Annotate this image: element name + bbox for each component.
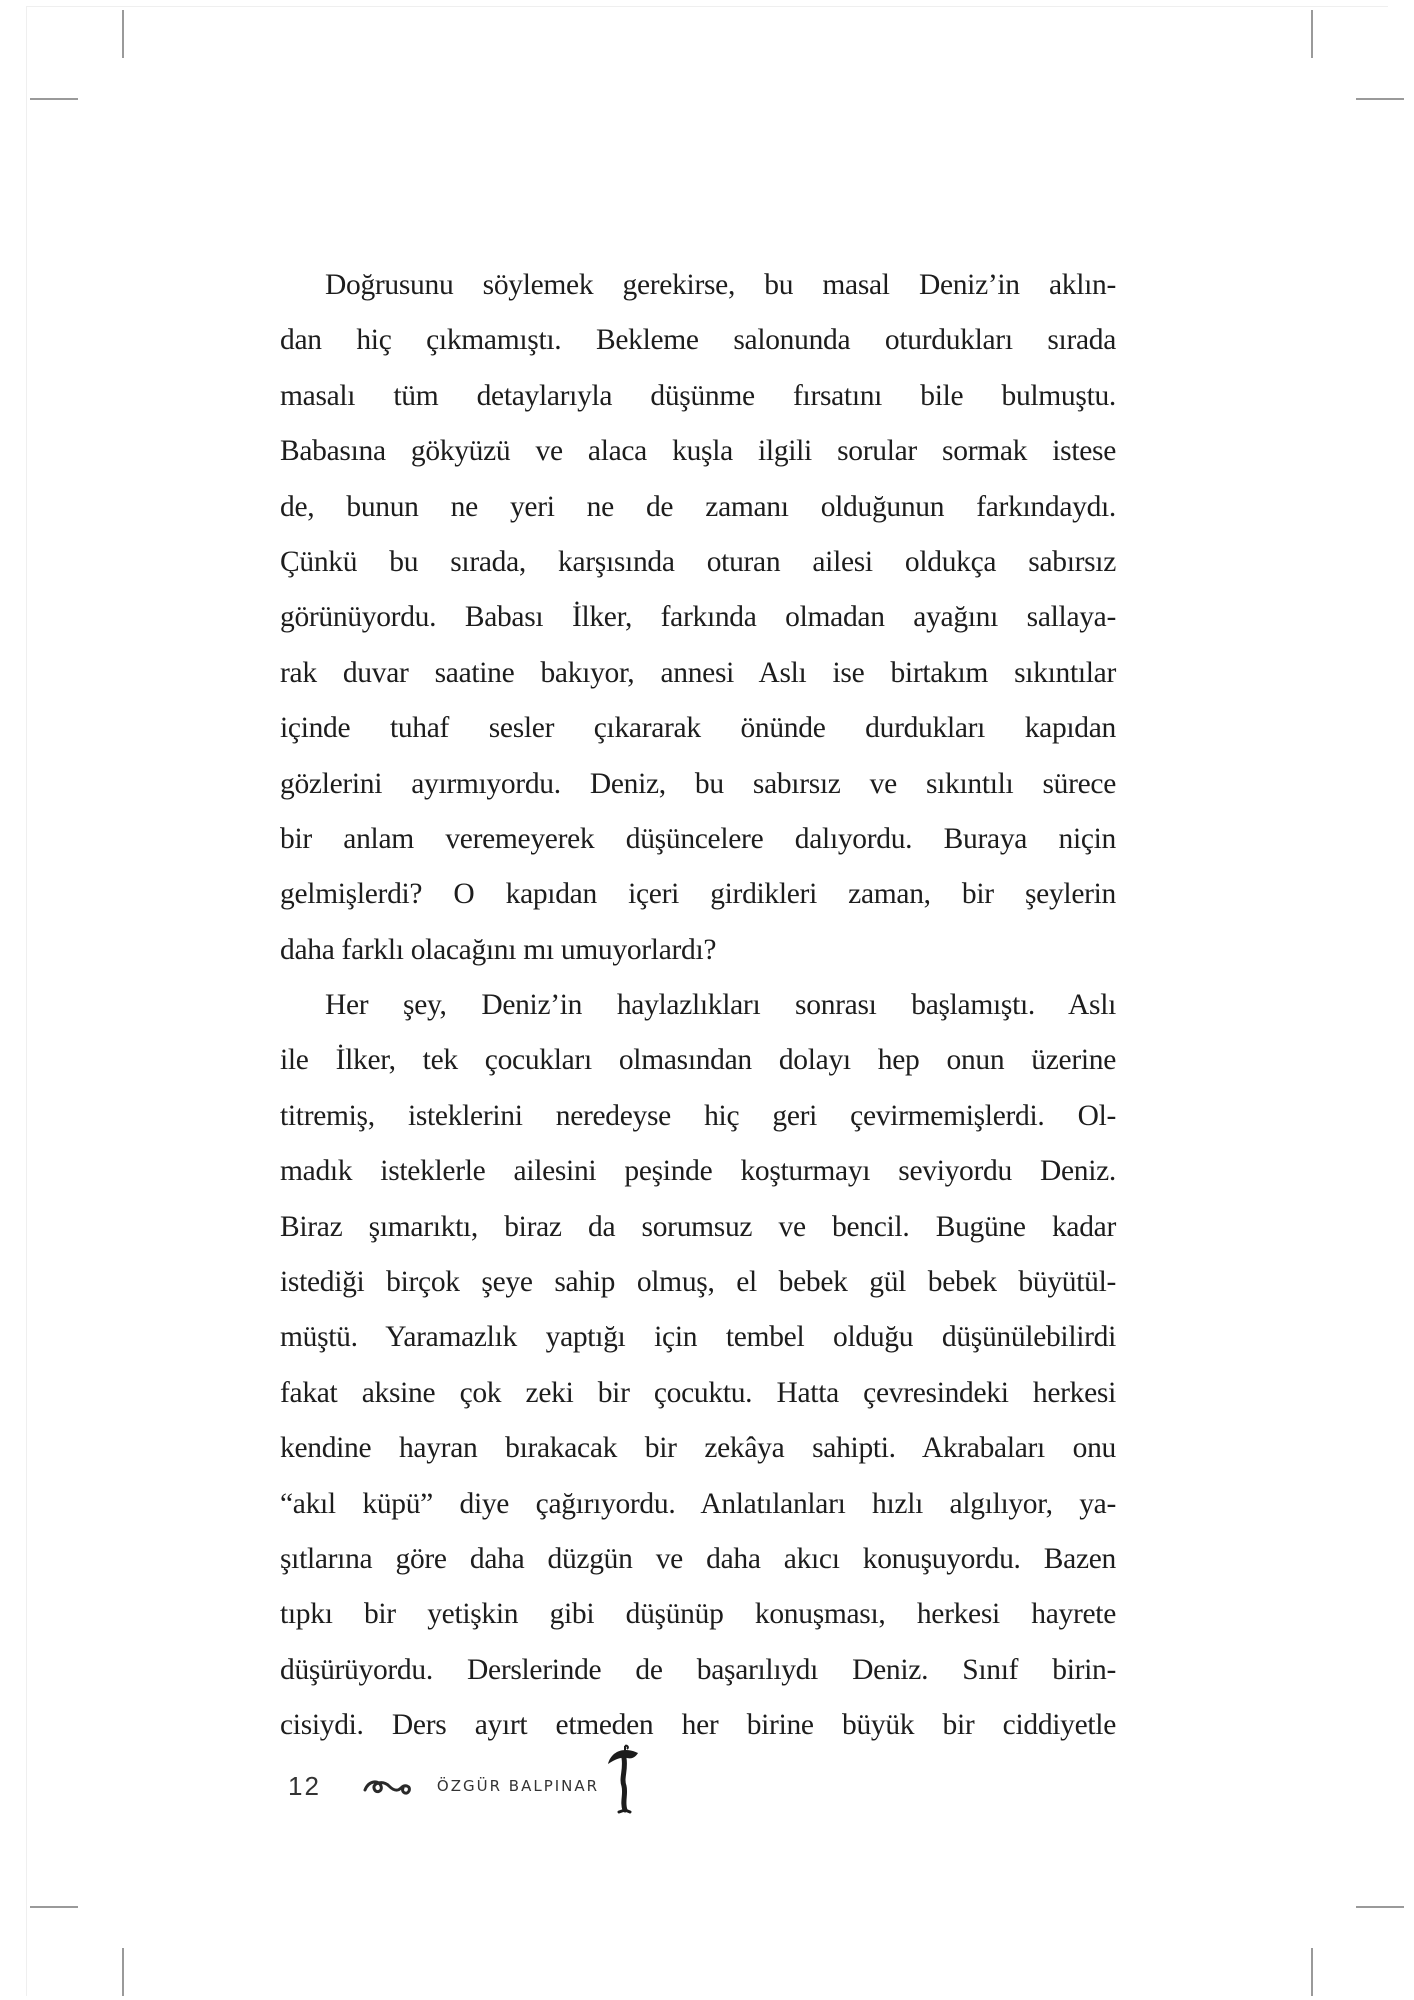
- crop-mark-top-left-vertical: [122, 10, 124, 58]
- text-line: düşürüyordu. Derslerinde de başarılıydı Deniz. Sınıf birin-: [280, 1653, 1116, 1686]
- text-line: Çünkü bu sırada, karşısında oturan ailesi oldukça sabırsız: [280, 545, 1116, 578]
- text-line: daha farklı olacağını mı umuyorlardı?: [280, 933, 717, 966]
- body-text: [280, 258, 1116, 1754]
- crop-mark-top-right-vertical: [1311, 10, 1313, 58]
- crop-mark-top-right-horizontal: [1356, 98, 1404, 100]
- text-line: bir anlam veremeyerek düşüncelere dalıyordu. Buraya niçin: [280, 822, 1116, 855]
- text-line: Doğrusunu söylemek gerekirse, bu masal Deniz’in aklın-: [325, 269, 1116, 301]
- crop-mark-bottom-left-horizontal: [30, 1906, 78, 1908]
- text-line: madık isteklerle ailesini peşinde koşturmayı seviyordu Deniz.: [280, 1155, 1116, 1188]
- text-line: tıpkı bir yetişkin gibi düşünüp konuşması, herkesi hayrete: [280, 1598, 1116, 1631]
- page-number: 12: [288, 1770, 321, 1801]
- umbrella-figure-icon: [605, 1744, 641, 1814]
- crop-mark-bottom-right-vertical: [1311, 1948, 1313, 1996]
- text-line: titremiş, isteklerini neredeyse hiç geri çevirmemişlerdi. Ol-: [280, 1099, 1116, 1132]
- author-name: ÖZGÜR BALPINAR: [436, 1777, 600, 1795]
- swirl-ornament-icon: [361, 1774, 413, 1798]
- text-line: cisiydi. Ders ayırt etmeden her birine büyük bir ciddiyetle: [280, 1709, 1116, 1742]
- crop-mark-top-left-horizontal: [30, 98, 78, 100]
- paragraph-2: [280, 978, 1116, 1753]
- text-line: ile İlker, tek çocukları olmasından dolayı hep onun üzerine: [280, 1044, 1116, 1077]
- text-line: dan hiç çıkmamıştı. Bekleme salonunda oturdukları sırada: [280, 324, 1116, 357]
- text-line: Babasına gökyüzü ve alaca kuşla ilgili sorular sormak istese: [280, 435, 1116, 468]
- text-line: Biraz şımarıktı, biraz da sorumsuz ve bencil. Bugüne kadar: [280, 1210, 1116, 1243]
- text-line: Her şey, Deniz’in haylazlıkları sonrası başlamıştı. Aslı: [325, 989, 1116, 1022]
- crop-mark-bottom-right-horizontal: [1356, 1906, 1404, 1908]
- text-line: gözlerini ayırmıyordu. Deniz, bu sabırsız ve sıkıntılı sürece: [280, 767, 1116, 800]
- text-line: istediği birçok şeye sahip olmuş, el bebek gül bebek büyütül-: [280, 1266, 1116, 1299]
- text-line: kendine hayran bırakacak bir zekâya sahipti. Akrabaları onu: [280, 1432, 1116, 1465]
- text-line: müştü. Yaramazlık yaptığı için tembel olduğu düşünülebilirdi: [280, 1321, 1116, 1354]
- text-line: masalı tüm detaylarıyla düşünme fırsatını bile bulmuştu.: [280, 379, 1116, 412]
- text-line: rak duvar saatine bakıyor, annesi Aslı ise birtakım sıkıntılar: [280, 656, 1116, 689]
- text-line: de, bunun ne yeri ne de zamanı olduğunun farkındaydı.: [280, 490, 1116, 523]
- page-footer: [288, 1756, 641, 1816]
- paragraph-1: [280, 258, 1116, 978]
- text-line: “akıl küpü” diye çağırıyordu. Anlatılanları hızlı algılıyor, ya-: [280, 1487, 1116, 1520]
- text-line: fakat aksine çok zeki bir çocuktu. Hatta çevresindeki herkesi: [280, 1376, 1116, 1409]
- text-line: gelmişlerdi? O kapıdan içeri girdikleri zaman, bir şeylerin: [280, 878, 1116, 911]
- crop-mark-bottom-left-vertical: [122, 1948, 124, 1996]
- text-line: içinde tuhaf sesler çıkararak önünde durdukları kapıdan: [280, 712, 1116, 745]
- text-line: şıtlarına göre daha düzgün ve daha akıcı konuşuyordu. Bazen: [280, 1542, 1116, 1575]
- text-line: görünüyordu. Babası İlker, farkında olmadan ayağını sallaya-: [280, 601, 1116, 634]
